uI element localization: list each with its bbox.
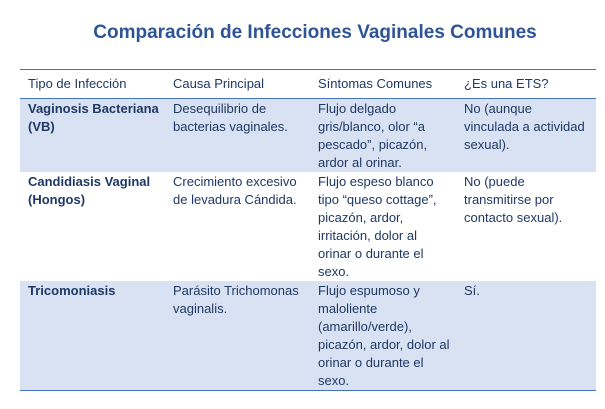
table-row: [20, 99, 596, 173]
cell-sintomas: Flujo espumoso y maloliente (amarillo/verde), picazón, ardor, dolor al orinar o durante el sexo.: [310, 281, 456, 391]
table-header-row: [20, 70, 596, 99]
cell-tipo: Tricomoniasis: [20, 281, 165, 391]
document-title: Comparación de Infecciones Vaginales Comunes: [93, 22, 537, 43]
header-ets: ¿Es una ETS?: [464, 76, 549, 91]
cell-causa: Parásito Trichomonas vaginalis.: [165, 281, 310, 391]
header-tipo: Tipo de Infección: [28, 76, 127, 91]
cell-causa: Crecimiento excesivo de levadura Cándida.: [173, 174, 297, 207]
cell-tipo: Vaginosis Bacteriana (VB): [20, 99, 165, 173]
cell-ets: No (puede transmitirse por contacto sexual).: [464, 174, 563, 225]
cell-ets: No (aunque vinculada a actividad sexual).: [456, 99, 596, 173]
cell-ets: Sí.: [456, 281, 596, 391]
comparison-table: [20, 69, 596, 391]
cell-sintomas: Flujo delgado gris/blanco, olor “a pescado”, picazón, ardor al orinar.: [310, 99, 456, 173]
table-row: [20, 172, 596, 281]
table-row: [20, 281, 596, 391]
cell-causa: Desequilibrio de bacterias vaginales.: [165, 99, 310, 173]
cell-tipo: Candidiasis Vaginal (Hongos): [28, 174, 151, 207]
cell-sintomas: Flujo espeso blanco tipo “queso cottage”, picazón, ardor, irritación, dolor al orinar o durante el sexo.: [318, 174, 437, 279]
header-sintomas: Síntomas Comunes: [318, 76, 433, 91]
header-causa: Causa Principal: [173, 76, 265, 91]
